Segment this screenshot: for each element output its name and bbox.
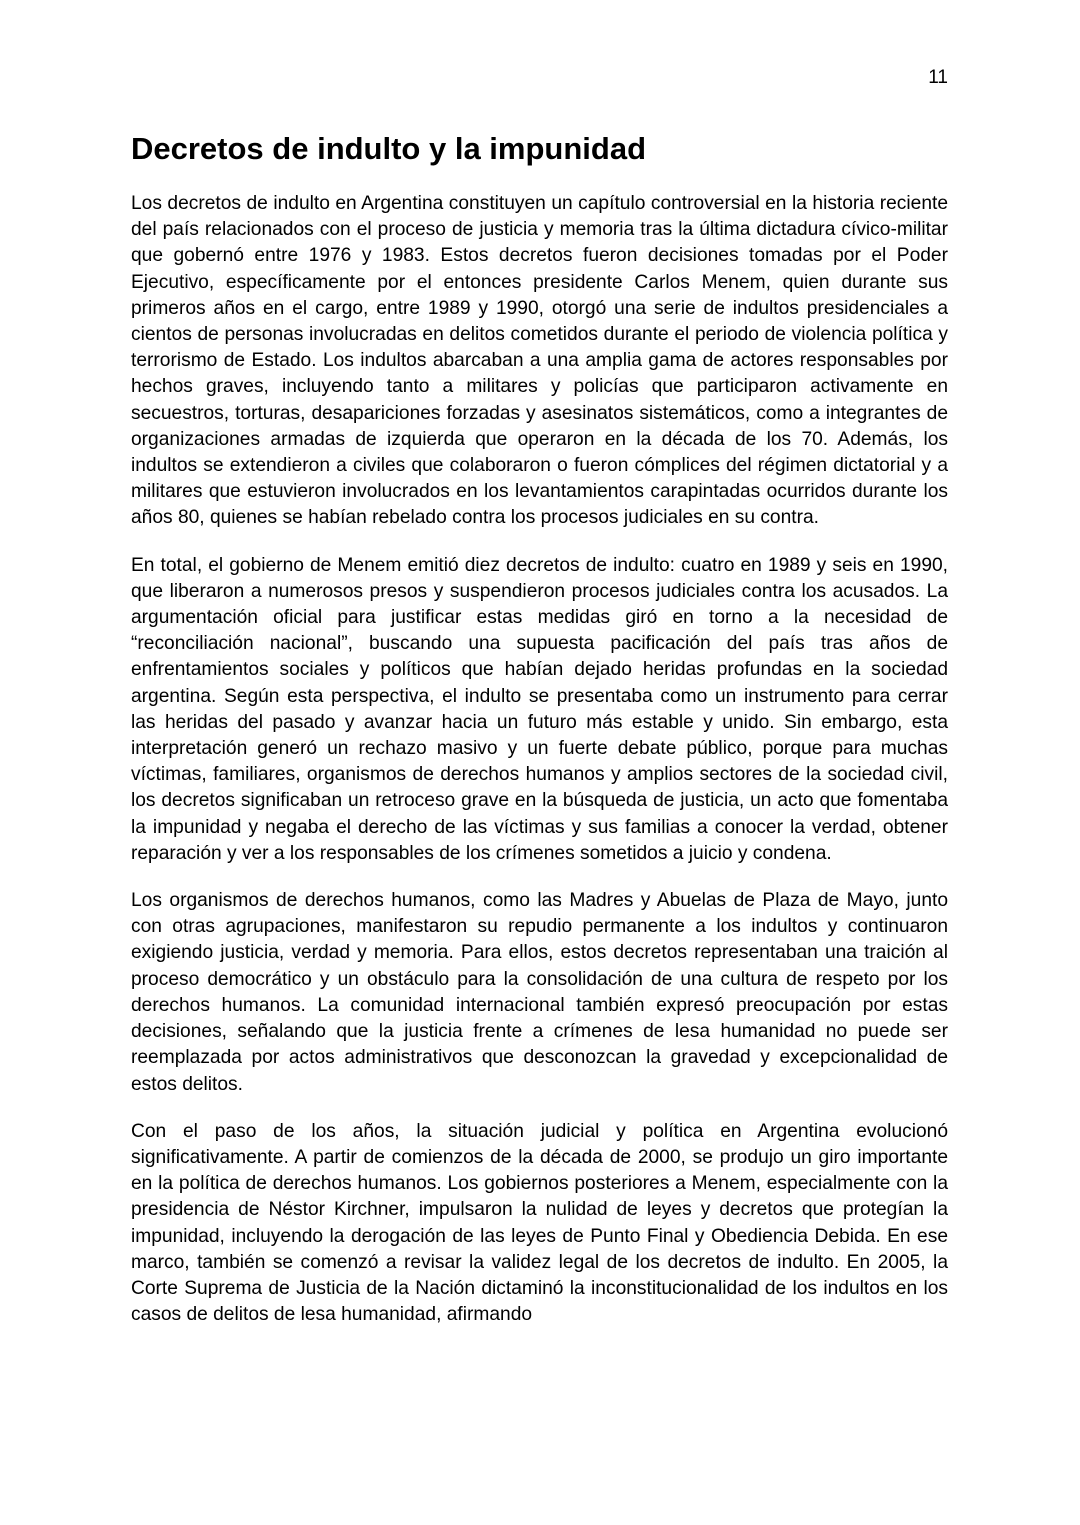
paragraph-4: Con el paso de los años, la situación judicial y política en Argentina evolucionó significativamente. A partir de comienzos de la década de 2000, se produjo un giro importante en la política de derechos humanos. Los gobiernos posteriores a Menem, especialmente con la presidencia de Néstor Kirchner, impulsaron la nulidad de leyes y decretos que protegían la impunidad, incluyendo la derogación de las leyes de Punto Final y Obediencia Debida. En ese marco, también se comenzó a revisar la validez legal de los decretos de indulto. En 2005, la Corte Suprema de Justicia de la Nación dictaminó la inconstitucionalidad de los indultos en los casos de delitos de lesa humanidad, afirmando — [131, 1120, 948, 1326]
page-number: 11 — [928, 67, 948, 88]
section-heading: Decretos de indulto y la impunidad — [131, 131, 647, 166]
paragraph-3: Los organismos de derechos humanos, como las Madres y Abuelas de Plaza de Mayo, junto con otras agrupaciones, manifestaron su repudio permanente a los indultos y continuaron exigiendo justicia, verdad y memoria. Para ellos, estos decretos representaban una traición al proceso democrático y un obstáculo para la consolidación de una cultura de respeto por los derechos humanos. La comunidad internacional también expresó preocupación por estas decisiones, señalando que la justicia frente a crímenes de lesa humanidad no puede ser reemplazada por actos administrativos que desconozcan la gravedad y excepcionalidad de estos delitos. — [131, 890, 948, 1095]
paragraph-2: En total, el gobierno de Menem emitió diez decretos de indulto: cuatro en 1989 y seis en 1990, que liberaron a numerosos presos y suspendieron procesos judiciales contra los acusados. La argumentación oficial para justificar estas medidas giró en torno a la necesidad de “reconciliación nacional”, buscando una supuesta pacificación del país tras años de enfrentamientos sociales y políticos que habían dejado heridas profundas en la sociedad argentina. Según esta perspectiva, el indulto se presentaba como un instrumento para cerrar las heridas del pasado y avanzar hacia un futuro más estable y unido. Sin embargo, esta interpretación generó un rechazo masivo y un fuerte debate público, porque para muchas víctimas, familiares, organismos de derechos humanos y amplios sectores de la sociedad civil, los decretos significaban un retroceso grave en la búsqueda de justicia, un acto que fomentaba la impunidad y negaba el derecho de las víctimas y sus familias a conocer la verdad, obtener reparación y ver a los responsables de los crímenes sometidos a juicio y condena. — [131, 554, 948, 864]
body-text — [131, 191, 948, 1349]
paragraph-1: Los decretos de indulto en Argentina constituyen un capítulo controversial en la historia reciente del país relacionados con el proceso de justicia y memoria tras la última dictadura cívico-militar que gobernó entre 1976 y 1983. Estos decretos fueron decisiones tomadas por el Poder Ejecutivo, específicamente por el entonces presidente Carlos Menem, quien durante sus primeros años en el cargo, entre 1989 y 1990, otorgó una serie de indultos presidenciales a cientos de personas involucradas en delitos cometidos durante el periodo de violencia política y terrorismo de Estado. Los indultos abarcaban a una amplia gama de actores responsables por hechos graves, incluyendo tanto a militares y policías que participaron activamente en secuestros, torturas, desapariciones forzadas y asesinatos sistemáticos, como a integrantes de organizaciones armadas de izquierda que operaron en la década de los 70. Además, los indultos se extendieron a civiles que colaboraron o fueron cómplices del régimen dictatorial y a militares que estuvieron involucrados en los levantamientos carapintadas ocurridos durante los años 80, quienes se habían rebelado contra los procesos judiciales en su contra. — [131, 193, 948, 529]
